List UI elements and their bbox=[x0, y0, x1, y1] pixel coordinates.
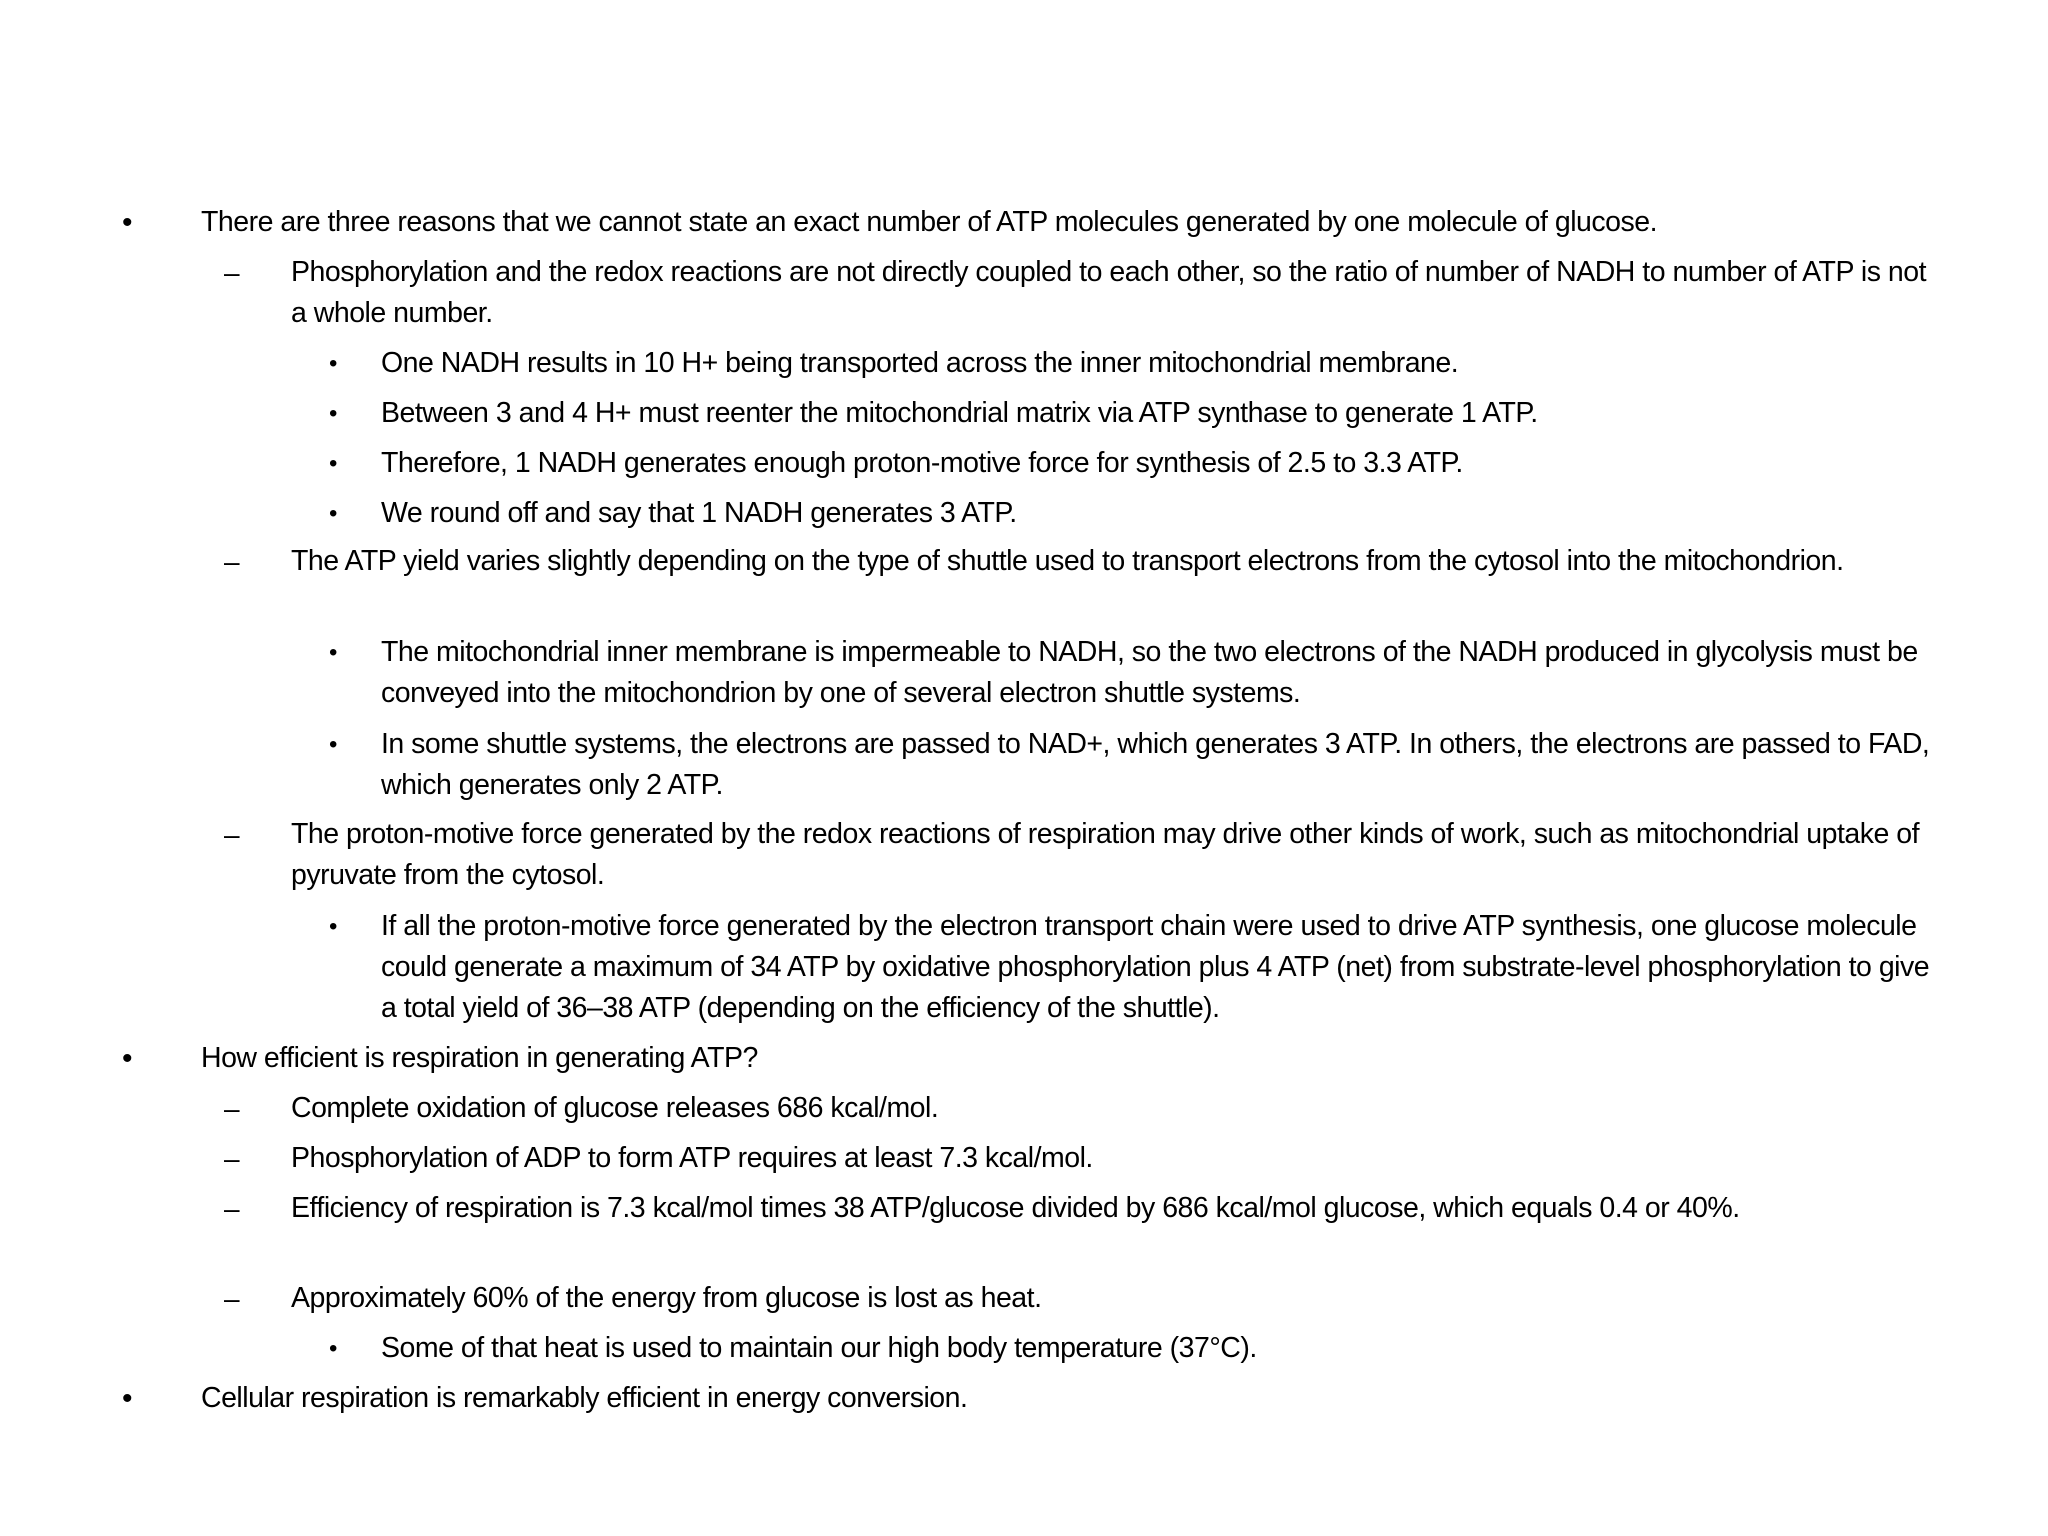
sub-bullet-text: We round off and say that 1 NADH generates 3 ATP. bbox=[381, 497, 1017, 529]
sub-bullet-marker: • bbox=[329, 1335, 338, 1362]
sub-bullet-marker: • bbox=[329, 350, 338, 377]
sub-bullet-marker: • bbox=[329, 913, 338, 940]
bullet-marker: • bbox=[122, 206, 133, 239]
sub-bullet-text: Between 3 and 4 H+ must reenter the mitochondrial matrix via ATP synthase to generate 1 ATP. bbox=[381, 397, 1538, 429]
dash-marker: – bbox=[224, 1093, 240, 1124]
sub-bullet-marker: • bbox=[329, 500, 338, 527]
sub-bullet-text: Therefore, 1 NADH generates enough proton-motive force for synthesis of 2.5 to 3.3 ATP. bbox=[381, 447, 1463, 479]
dash-marker: – bbox=[224, 1143, 240, 1174]
sub-bullet-text: In some shuttle systems, the electrons are passed to NAD+, which generates 3 ATP. In others, the electrons are passed to FAD, which generates only 2 ATP. bbox=[381, 728, 1930, 801]
dash-text: Phosphorylation and the redox reactions are not directly coupled to each other, so the ratio of number of NADH to number of ATP is not a whole number. bbox=[291, 256, 1926, 329]
sub-bullet-marker: • bbox=[329, 450, 338, 477]
dash-marker: – bbox=[224, 1193, 240, 1224]
bullet-text: There are three reasons that we cannot state an exact number of ATP molecules generated by one molecule of glucose. bbox=[201, 206, 1658, 238]
sub-bullet-marker: • bbox=[329, 731, 338, 758]
dash-text: Efficiency of respiration is 7.3 kcal/mol times 38 ATP/glucose divided by 686 kcal/mol glucose, which equals 0.4 or 40%. bbox=[291, 1192, 1740, 1224]
dash-text: Approximately 60% of the energy from glucose is lost as heat. bbox=[291, 1282, 1042, 1314]
sub-bullet-text: If all the proton-motive force generated by the electron transport chain were used to drive ATP synthesis, one glucose molecule could generate a maximum of 34 ATP by oxidative phosphorylation plus 4 ATP (net) from substrate-level phosphorylation to give a total yield of 36–38 ATP (depending on the efficiency of the shuttle). bbox=[381, 910, 1930, 1024]
dash-marker: – bbox=[224, 257, 240, 288]
dash-text: The ATP yield varies slightly depending on the type of shuttle used to transport electrons from the cytosol into the mitochondrion. bbox=[291, 545, 1844, 577]
dash-marker: – bbox=[224, 546, 240, 577]
dash-marker: – bbox=[224, 1283, 240, 1314]
sub-bullet-text: Some of that heat is used to maintain our high body temperature (37°C). bbox=[381, 1332, 1257, 1364]
bullet-marker: • bbox=[122, 1042, 133, 1075]
bullet-text: How efficient is respiration in generating ATP? bbox=[201, 1042, 758, 1074]
sub-bullet-text: The mitochondrial inner membrane is impermeable to NADH, so the two electrons of the NADH produced in glycolysis must be conveyed into the mitochondrion by one of several electron shuttle systems. bbox=[381, 636, 1918, 709]
sub-bullet-marker: • bbox=[329, 400, 338, 427]
bullet-marker: • bbox=[122, 1382, 133, 1415]
sub-bullet-marker: • bbox=[329, 639, 338, 666]
dash-text: Phosphorylation of ADP to form ATP requires at least 7.3 kcal/mol. bbox=[291, 1142, 1093, 1174]
dash-text: The proton-motive force generated by the redox reactions of respiration may drive other kinds of work, such as mitochondrial uptake of pyruvate from the cytosol. bbox=[291, 818, 1920, 891]
dash-text: Complete oxidation of glucose releases 686 kcal/mol. bbox=[291, 1092, 939, 1124]
dash-marker: – bbox=[224, 819, 240, 850]
sub-bullet-text: One NADH results in 10 H+ being transported across the inner mitochondrial membrane. bbox=[381, 347, 1459, 379]
bullet-text: Cellular respiration is remarkably efficient in energy conversion. bbox=[201, 1382, 968, 1414]
